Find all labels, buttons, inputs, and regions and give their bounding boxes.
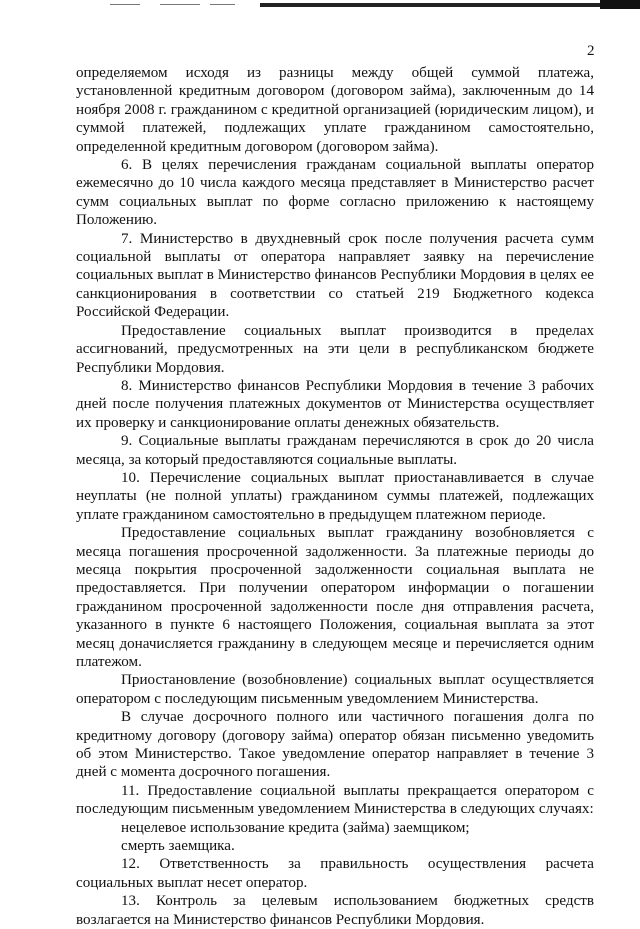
paragraph-resumption: Предоставление социальных выплат гражданину возобновляется с месяца погашения просроченной задолженности. За платежные периоды до месяца покрытия просроченной задолженности социальная выплата не предоставляется. При получении оператором информации о погашении гражданином просроченной задолженности после дня отправления расчета, указанного в пункте 6 настоящего Положения, социальная выплата за этот месяц доначисляется гражданину в следующем месяце и перечисляется одним платежом. <box>76 525 594 670</box>
scan-speck <box>160 4 200 5</box>
scan-edge-corner <box>600 0 640 9</box>
scan-edge-bar <box>260 3 640 7</box>
paragraph-case-misuse: нецелевое использование кредита (займа) заемщиком; <box>121 819 470 836</box>
scan-speck <box>110 4 140 5</box>
document-body <box>76 64 594 929</box>
page-number: 2 <box>587 43 595 59</box>
scan-edge-artifact <box>0 0 640 14</box>
paragraph-budget-limits: Предоставление социальных выплат производится в пределах ассигнований, предусмотренных на эти цели в республиканском бюджете Республики Мордовия. <box>76 322 594 376</box>
paragraph-suspension: Приостановление (возобновление) социальных выплат осуществляется оператором с последующим письменным уведомлением Министерства. <box>76 672 594 707</box>
paragraph-item-13: 13. Контроль за целевым использованием бюджетных средств возлагается на Министерство финансов Республики Мордовия. <box>76 893 594 928</box>
paragraph-item-10: 10. Перечисление социальных выплат приостанавливается в случае неуплаты (не полной уплаты) гражданином суммы платежей, подлежащих уплате гражданином самостоятельно в предыдущем платежном периоде. <box>76 469 594 523</box>
paragraph-item-12: 12. Ответственность за правильность осуществления расчета социальных выплат несет оператор. <box>76 856 594 891</box>
paragraph-continuation: определяемом исходя из разницы между общей суммой платежа, установленной кредитным договором (договором займа), заключенным до 14 ноября 2008 г. гражданином с кредитной организацией (юридическим лицом), и суммой платежей, подлежащих уплате гражданином самостоятельно, определенной кредитным договором (договором займа). <box>76 65 594 155</box>
paragraph-early-repayment: В случае досрочного полного или частичного погашения долга по кредитному договору (договору займа) оператор обязан письменно уведомить об этом Министерство. Такое уведомление оператор направляет в течение 3 дней с момента досрочного погашения. <box>76 709 594 781</box>
paragraph-item-9: 9. Социальные выплаты гражданам перечисляются в срок до 20 числа месяца, за который предоставляются социальные выплаты. <box>76 433 594 468</box>
paragraph-item-8: 8. Министерство финансов Республики Мордовия в течение 3 рабочих дней после получения платежных документов от Министерства осуществляет их проверку и санкционирование оплаты денежных обязательств. <box>76 377 594 431</box>
paragraph-item-7: 7. Министерство в двухдневный срок после получения расчета сумм социальной выплаты от оператора направляет заявку на перечисление социальных выплат в Министерство финансов Республики Мордовия в целях ее санкционирования в соответствии со статьей 219 Бюджетного кодекса Российской Федерации. <box>76 230 594 321</box>
scan-speck <box>210 4 235 5</box>
paragraph-case-death: смерть заемщика. <box>121 838 235 855</box>
paragraph-item-6: 6. В целях перечисления гражданам социальной выплаты оператор ежемесячно до 10 числа каждого месяца представляет в Министерство расчет сумм социальных выплат по форме согласно приложению к настоящему Положению. <box>76 157 594 229</box>
paragraph-item-11: 11. Предоставление социальной выплаты прекращается оператором с последующим письменным уведомлением Министерства в следующих случаях: <box>76 782 594 818</box>
